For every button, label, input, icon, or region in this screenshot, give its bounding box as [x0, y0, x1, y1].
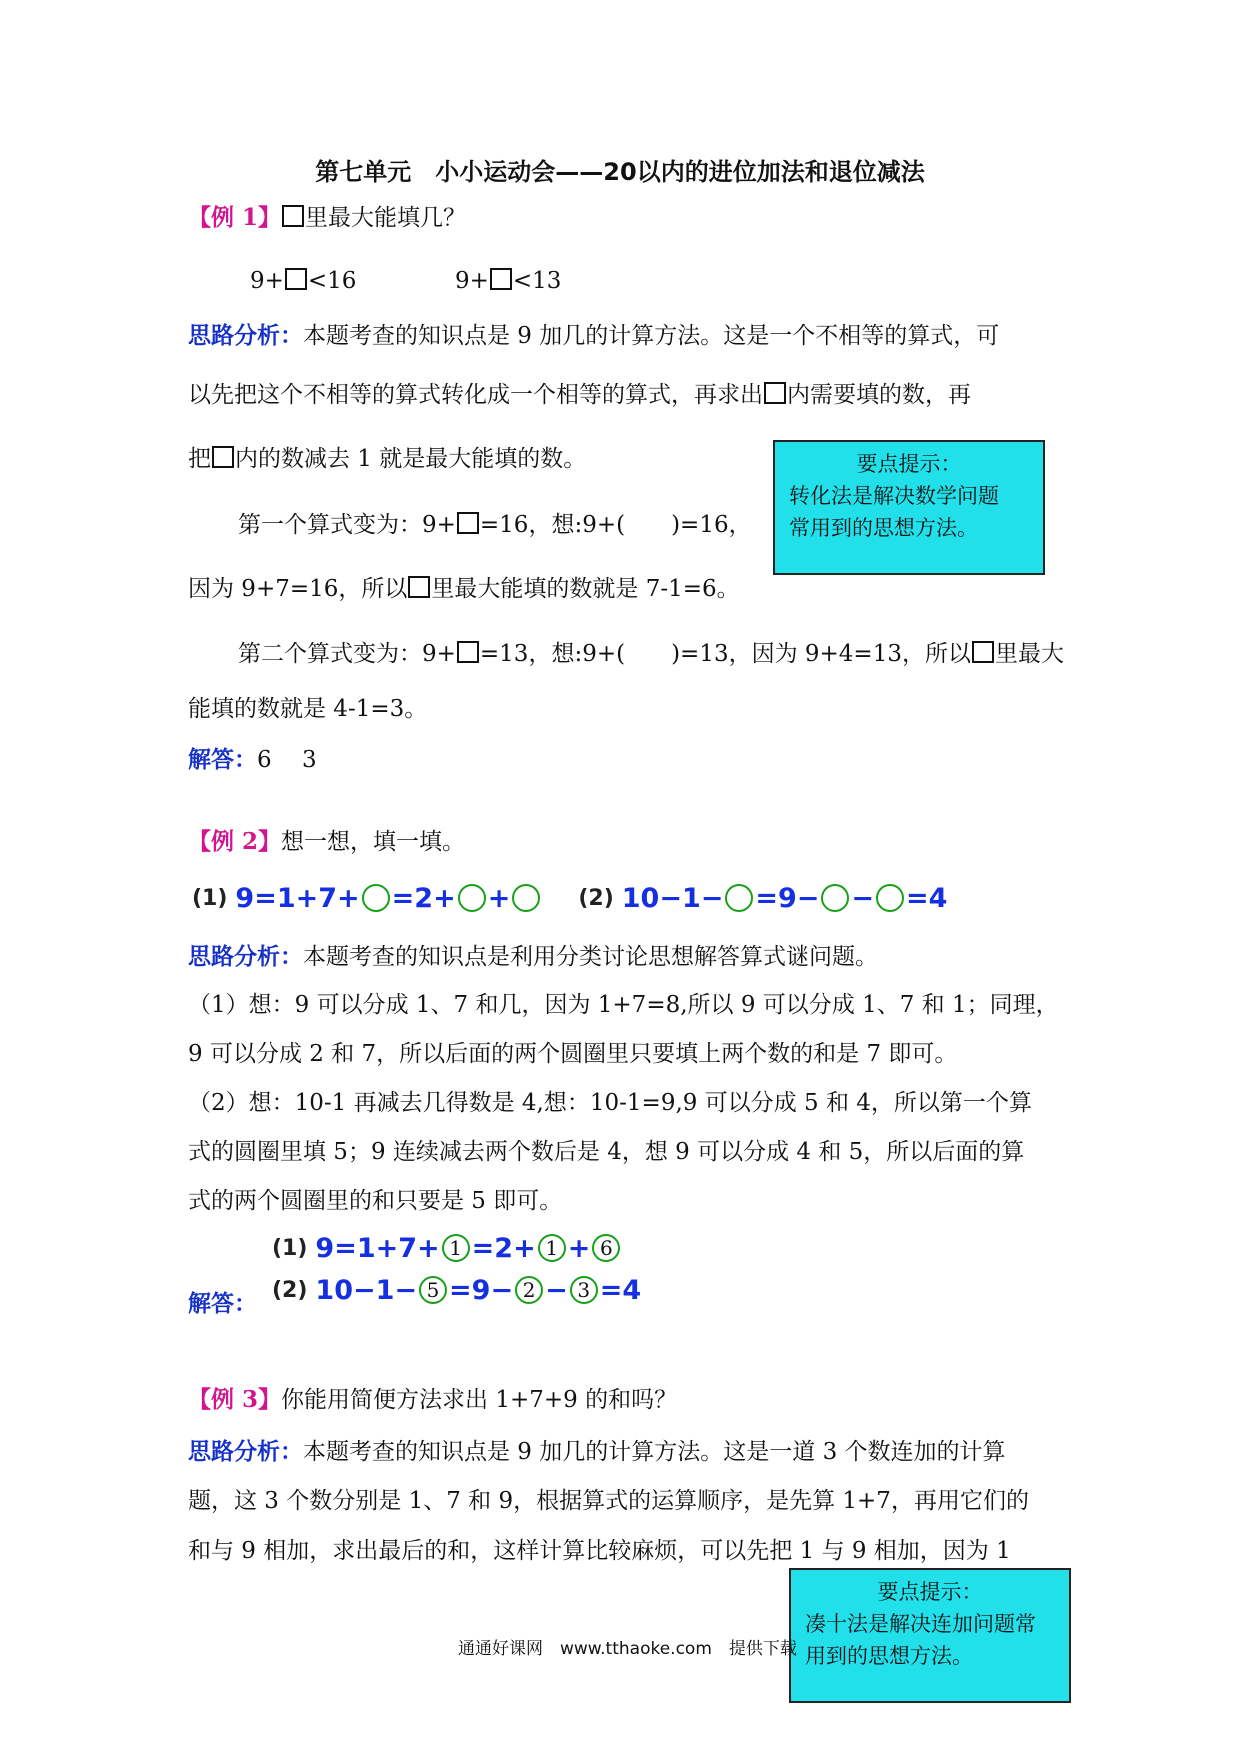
paragraph-text: =16，想:9+( )=16，: [479, 512, 752, 538]
formula-2: [455, 268, 561, 293]
formula-2-left: 9+: [455, 268, 489, 294]
ex2-equations: [192, 880, 947, 916]
blank-box: [285, 268, 307, 290]
answer-circle: 6: [592, 1234, 620, 1262]
example-2-question: [188, 830, 465, 854]
ex1-analysis-line-6: [238, 641, 1064, 666]
answer-text: 6 3: [257, 747, 317, 773]
paragraph-text: =13，想:9+( )=13，因为 9+4=13，所以: [479, 641, 971, 667]
ex1-analysis-line-1: [188, 324, 999, 348]
example-2-tag: 【例 2】: [188, 828, 282, 855]
ex2-analysis-line-2: （1）想：9 可以分成 1、7 和几，因为 1+7=8,所以 9 可以分成 1、7 和 1；同理，: [188, 992, 1059, 1018]
answer-circle: 3: [570, 1276, 598, 1304]
page-title: 第七单元 小小运动会——20以内的进位加法和退位减法: [315, 158, 925, 186]
ex1-answer: [188, 748, 317, 772]
tip-line: 转化法是解决数学问题: [789, 484, 999, 508]
paragraph-text: 里最大: [994, 641, 1064, 667]
ex1-analysis-line-4: [238, 512, 752, 537]
eq-part: −: [851, 882, 875, 914]
blank-box: [408, 576, 430, 598]
ex2-analysis-line-4: （2）想：10-1 再减去几得数是 4,想：10-1=9,9 可以分成 5 和 4，所以第一个算: [188, 1090, 1032, 1116]
tip-line: 凑十法是解决连加问题常: [805, 1612, 1036, 1636]
ex2-analysis-line-6: 式的两个圆圈里的和只要是 5 即可。: [188, 1188, 563, 1214]
blank-circle: [821, 884, 849, 912]
analysis-label: 思路分析：: [188, 1438, 303, 1465]
paragraph-text: 里最大能填的数就是 7-1=6。: [431, 576, 740, 602]
ex2-analysis-line-5: 式的圆圈里填 5；9 连续减去两个数后是 4，想 9 可以分成 4 和 5，所以后面的算: [188, 1139, 1025, 1165]
example-3-question: [188, 1388, 677, 1412]
blank-box: [490, 268, 512, 290]
footer-text: 通通好课网 www.tthaoke.com 提供下载: [458, 1639, 797, 1659]
example-1-text: 里最大能填几？: [305, 205, 467, 231]
eq-part: =2+: [471, 1232, 536, 1264]
paragraph-text: 本题考查的知识点是 9 加几的计算方法。这是一道 3 个数连加的计算: [303, 1439, 1006, 1465]
formula-1-right: <16: [307, 268, 357, 294]
tip-box-2: [789, 1568, 1071, 1703]
paragraph-text: 以先把这个不相等的算式转化成一个相等的算式，再求出: [188, 382, 763, 408]
blank-box: [457, 641, 479, 663]
blank-box: [972, 641, 994, 663]
paragraph-text: 内的数减去 1 就是最大能填的数。: [235, 446, 587, 472]
eq-part: =9−: [755, 882, 820, 914]
eq-label: (1): [192, 885, 228, 911]
answer-label: 解答：: [188, 746, 257, 773]
example-1-tag: 【例 1】: [188, 204, 282, 231]
eq-part: +: [567, 1232, 591, 1264]
eq-part: =4: [599, 1274, 642, 1306]
analysis-label: 思路分析：: [188, 322, 303, 349]
paragraph-text: 本题考查的知识点是 9 加几的计算方法。这是一个不相等的算式，可: [303, 323, 1000, 349]
paragraph-text: 第二个算式变为：9+: [238, 641, 456, 667]
ex2-analysis-line-1: [188, 945, 878, 969]
ex3-analysis-line-3: 和与 9 相加，求出最后的和，这样计算比较麻烦，可以先把 1 与 9 相加，因为 1: [188, 1538, 1011, 1564]
ex2-analysis-line-3: 9 可以分成 2 和 7，所以后面的两个圆圈里只要填上两个数的和是 7 即可。: [188, 1041, 958, 1067]
ex1-analysis-line-5: [188, 576, 740, 601]
eq-part: =2+: [391, 882, 456, 914]
blank-circle: [458, 884, 486, 912]
ex3-analysis-line-2: 题，这 3 个数分别是 1、7 和 9，根据算式的运算顺序，是先算 1+7，再用它们的: [188, 1488, 1029, 1514]
formula-1: [250, 268, 356, 293]
eq-label: (2): [578, 885, 614, 911]
tip-line: 常用到的思想方法。: [789, 516, 978, 540]
eq-part: 10−1−: [621, 882, 724, 914]
tip-title: 要点提示：: [877, 1580, 983, 1604]
eq-part: 9=1+7+: [235, 882, 360, 914]
tip-title: 要点提示：: [856, 452, 962, 476]
ex2-answer-line-1: [272, 1230, 622, 1266]
analysis-label: 思路分析：: [188, 943, 303, 970]
formula-2-right: <13: [512, 268, 562, 294]
blank-box: [282, 205, 304, 227]
ex1-analysis-line-7: 能填的数就是 4-1=3。: [188, 696, 428, 722]
ex2-answer-line-2: [272, 1272, 641, 1308]
eq-part: −: [545, 1274, 568, 1306]
tip-line: 用到的思想方法。: [805, 1644, 973, 1668]
answer-circle: 2: [515, 1276, 543, 1304]
example-1-question: [188, 205, 466, 230]
ex3-analysis-line-1: [188, 1440, 1006, 1464]
ex1-analysis-line-3: [188, 446, 586, 471]
eq-label: (2): [272, 1277, 308, 1303]
paragraph-text: 内需要填的数，再: [787, 382, 971, 408]
ex1-analysis-line-2: [188, 382, 971, 407]
ex2-answer-label: [188, 1292, 257, 1316]
blank-box: [764, 382, 786, 404]
blank-circle: [876, 884, 904, 912]
paragraph-text: 把: [188, 446, 211, 472]
eq-part: 9=1+7+: [315, 1232, 440, 1264]
answer-circle: 1: [442, 1234, 470, 1262]
eq-part: 10−1−: [315, 1274, 418, 1306]
blank-box: [457, 512, 479, 534]
answer-circle: 1: [538, 1234, 566, 1262]
paragraph-text: 本题考查的知识点是利用分类讨论思想解答算式谜问题。: [303, 944, 878, 970]
answer-circle: 5: [419, 1276, 447, 1304]
blank-circle: [362, 884, 390, 912]
eq-part: +: [487, 882, 511, 914]
eq-part: =4: [906, 882, 948, 914]
example-3-tag: 【例 3】: [188, 1386, 282, 1413]
example-2-text: 想一想，填一填。: [281, 829, 466, 855]
eq-label: (1): [272, 1235, 308, 1261]
tip-box-1: [773, 440, 1045, 575]
eq-part: =9−: [449, 1274, 514, 1306]
paragraph-text: 因为 9+7=16，所以: [188, 576, 408, 602]
example-3-text: 你能用简便方法求出 1+7+9 的和吗？: [281, 1387, 678, 1413]
paragraph-text: 第一个算式变为：9+: [238, 512, 456, 538]
answer-label: 解答：: [188, 1290, 257, 1317]
blank-circle: [725, 884, 753, 912]
blank-box: [212, 446, 234, 468]
blank-circle: [512, 884, 540, 912]
formula-1-left: 9+: [250, 268, 284, 294]
